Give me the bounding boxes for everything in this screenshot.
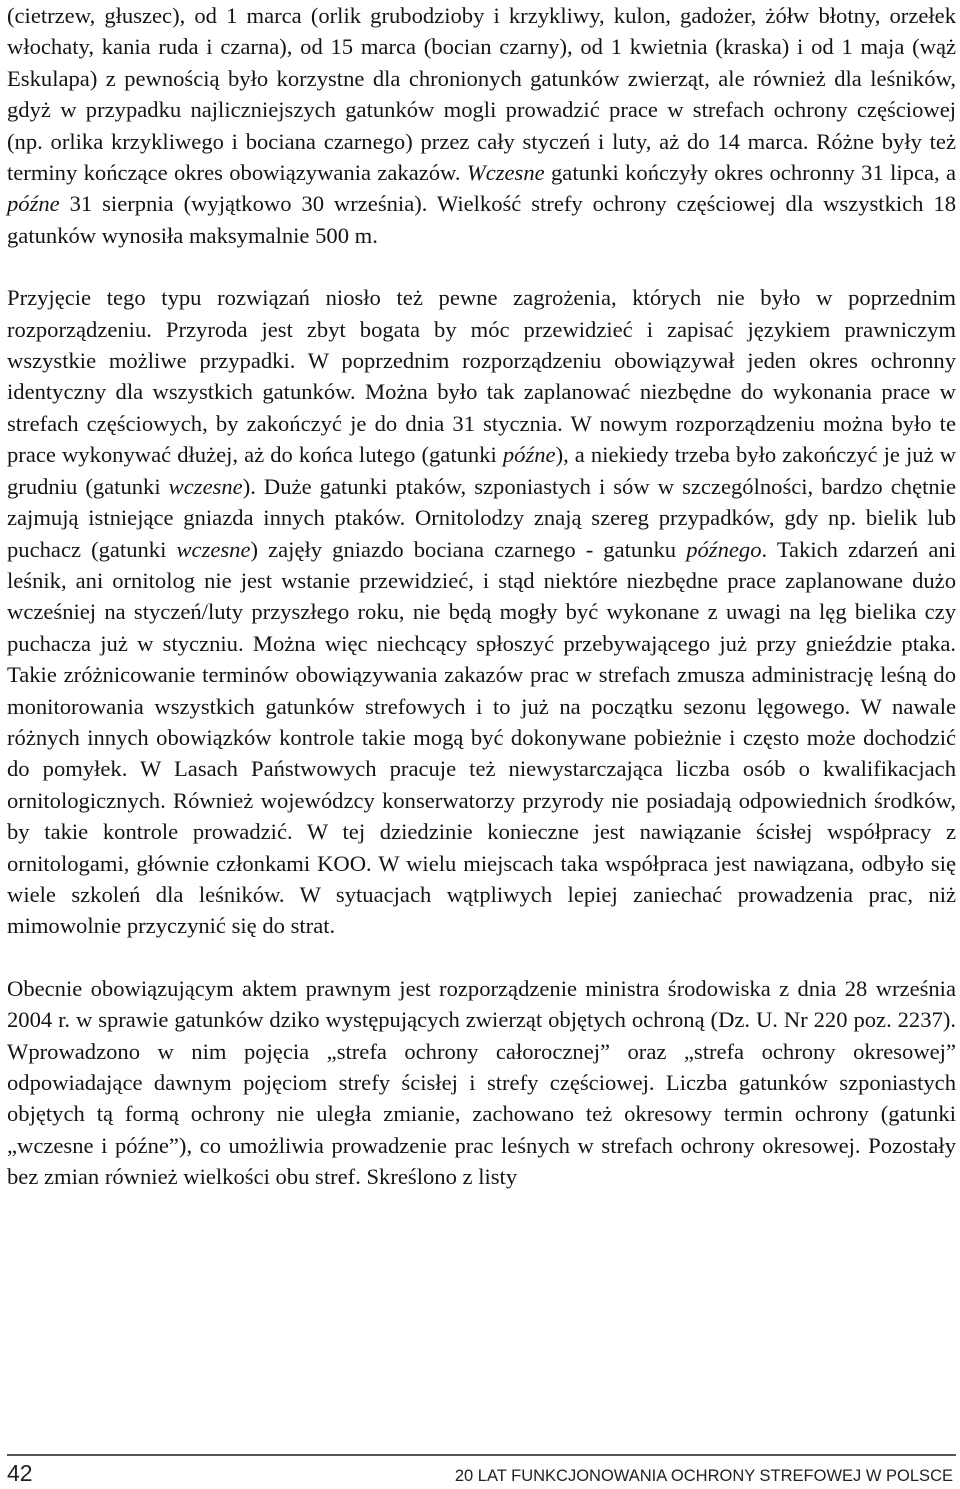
text-run: gatunki kończyły okres ochronny 31 lipca, a: [544, 160, 956, 186]
text-run: Przyjęcie tego typu rozwiązań niosło też pewne zagrożenia, których nie było w poprzednim rozporządzeniu. Przyroda jest zbyt bogata by móc przewidzieć i zapisać językiem prawniczym wszystkie możliwe przypadki. W poprzednim rozporządzeniu obowiązywał jeden okres ochronny identyczny dla wszystkich gatunków. Można było tak zaplanować niezbędne do wykonania prace w strefach częściowych, by zakończyć je do dnia 31 stycznia. W nowym rozporządzeniu można było te prace wykonywać dłużej, aż do końca lutego (gatunki: [7, 285, 956, 468]
text-run: ). Duże gatunki ptaków, szponiastych i sów w szczególności, bardzo chętnie zajmują istniejące gniazda innych ptaków. Ornitolodzy znają szereg przypadków, gdy np. bielik lub puchacz (gatunki: [7, 473, 956, 562]
paragraph-3: [7, 973, 956, 1193]
text-run: ), a niekiedy trzeba było zakończyć je już w grudniu (gatunki: [7, 442, 957, 499]
paragraph-1: [7, 0, 956, 251]
italic-term: wczesne: [176, 536, 251, 562]
italic-term: wczesne: [168, 473, 243, 499]
page-number: 42: [7, 1460, 33, 1486]
text-run: 31 sierpnia (wyjątkowo 30 września). Wielkość strefy ochrony częściowej dla wszystkich 18 gatunków wynosiła maksymalnie 500 m.: [7, 191, 956, 248]
italic-term: Wczesne: [466, 160, 545, 186]
text-run: . Takich zdarzeń ani leśnik, ani ornitolog nie jest wstanie przewidzieć, i stąd niektóre niezbędne prace zaplanowane dużo wcześniej na styczeń/luty przyszłego roku, nie będą mogły być wykonane z uwagi na lęg bielika czy puchacza już w styczniu. Można więc niechcący spłoszyć przebywającego już przy gnieździe ptaka. Takie zróżnicowanie terminów obowiązywania zakazów prac w strefach zmusza administrację leśną do monitorowania wszystkich gatunków strefowych i to już na początku sezonu lęgowego. W nawale różnych innych obowiązków kontrole takie mogą być dokonywane pobieżnie i często może dochodzić do pomyłek. W Lasach Państwowych pracuje też niewystarczająca liczba osób o kwalifikacjach ornitologicznych. Również wojewódzcy konserwatorzy przyrody nie posiadają odpowiednich środków, by takie kontrole prowadzić. W tej dziedzinie konieczne jest nawiązanie ścisłej współpracy z ornitologami, głównie członkami KOO. W wielu miejscach taka współpraca jest nawiązana, odbyło się wiele szkoleń dla leśników. W sytuacjach wątpliwych lepiej zaniechać prowadzenia prac, niż mimowolnie przyczynić się do strat.: [7, 536, 956, 939]
page-body: [7, 0, 956, 1193]
text-run: ) zajęły gniazdo bociana czarnego - gatunku: [250, 536, 687, 562]
italic-term: późnego: [686, 536, 762, 562]
footer-rule: [7, 1454, 956, 1456]
italic-term: późne: [502, 442, 556, 468]
text-run: (cietrzew, głuszec), od 1 marca (orlik grubodzioby i krzykliwy, kulon, gadożer, żółw błotny, orzełek włochaty, kania ruda i czarna), od 15 marca (bocian czarny), od 1 kwietnia (kraska) i od 1 maja (wąż Eskulapa) z pewnością było korzystne dla chronionych gatunków zwierząt, ale również dla leśników, gdyż w przypadku najliczniejszych gatunków mogli prowadzić prace w strefach ochrony częściowej (np. orlika krzykliwego i bociana czarnego) przez cały styczeń i luty, aż do 14 marca. Różne były też terminy kończące okres obowiązywania zakazów.: [7, 3, 956, 186]
italic-term: późne: [7, 191, 60, 217]
paragraph-2: [7, 282, 956, 942]
text-run: Obecnie obowiązującym aktem prawnym jest rozporządzenie ministra środowiska z dnia 28 września 2004 r. w sprawie gatunków dziko występujących zwierząt objętych ochroną (Dz. U. Nr 220 poz. 2237). Wprowadzono w nim pojęcia „strefa ochrony całorocznej” oraz „strefa ochrony okresowej” odpowiadające dawnym pojęciom strefy ścisłej i strefy częściowej. Liczba gatunków szponiastych objętych tą formą ochrony nie uległa zmianie, zachowano też okresowy termin ochrony (gatunki „wczesne i późne”), co umożliwia prowadzenie prac leśnych w strefach ochrony okresowej. Pozostały bez zmian również wielkości obu stref. Skreślono z listy: [7, 975, 956, 1190]
running-title: 20 LAT FUNKCJONOWANIA OCHRONY STREFOWEJ W POLSCE: [454, 1467, 953, 1485]
